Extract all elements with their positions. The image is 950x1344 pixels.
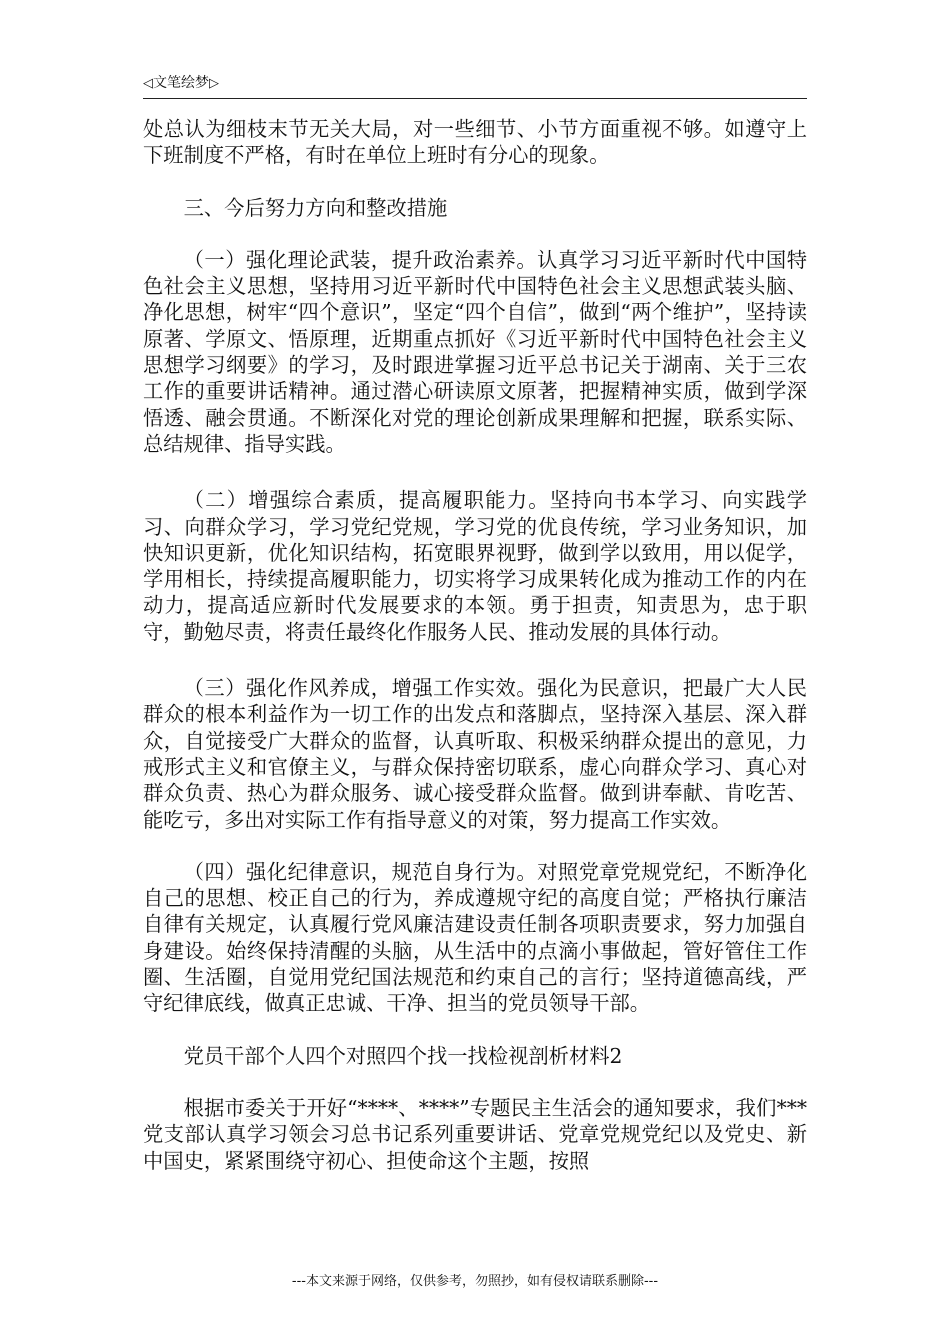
right-triangle-icon: ▷ <box>209 76 219 91</box>
document-subtitle: 党员干部个人四个对照四个找一找检视剖析材料2 <box>183 1043 623 1068</box>
page-header <box>143 72 807 99</box>
paragraph-continuation: 处总认为细枝末节无关大局，对一些细节、小节方面重视不够。如遵守上下班制度不严格，有时在单位上班时有分心的现象。 <box>143 117 807 168</box>
paragraph-item-1: （一）强化理论武装，提升政治素养。认真学习习近平新时代中国特色社会主义思想，坚持用习近平新时代中国特色社会主义思想武装头脑、净化思想，树牢“四个意识”，坚定“四个自信”，做到“两个维护”，坚持读原著、学原文、悟原理，近期重点抓好《习近平新时代中国特色社会主义思想学习纲要》的学习，及时跟进掌握习近平总书记关于湖南、关于三农工作的重要讲话精神。通过潜心研读原文原著，把握精神实质，做到学深悟透、融会贯通。不断深化对党的理论创新成果理解和把握，联系实际、总结规律、指导实践。 <box>143 247 807 456</box>
footer-notice: ---本文来源于网络，仅供参考，勿照抄，如有侵权请联系删除--- <box>291 1274 659 1289</box>
paragraph-item-4: （四）强化纪律意识，规范自身行为。对照党章党规党纪，不断净化自己的思想、校正自己的行为，养成遵规守纪的高度自觉；严格执行廉洁自律有关规定，认真履行党风廉洁建设责任制各项职责要求，努力加强自身建设。始终保持清醒的头脑，从生活中的点滴小事做起，管好管住工作圈、生活圈，自觉用党纪国法规范和约束自己的言行；坚持道德高线，严守纪律底线，做真正忠诚、干净、担当的党员领导干部。 <box>143 859 807 1016</box>
document-body <box>143 116 807 1174</box>
left-triangle-icon: ◁ <box>143 76 153 91</box>
paragraph-item-2: （二）增强综合素质，提高履职能力。坚持向书本学习、向实践学习、向群众学习，学习党纪党规，学习党的优良传统，学习业务知识，加快知识更新，优化知识结构，拓宽眼界视野，做到学以致用，用以促学，学用相长，持续提高履职能力，切实将学习成果转化成为推动工作的内在动力，提高适应新时代发展要求的本领。勇于担责，知责思为，忠于职守，勤勉尽责，将责任最终化作服务人民、推动发展的具体行动。 <box>143 488 807 644</box>
header-title: 文笔绘梦 <box>153 75 209 91</box>
section-heading: 三、今后努力方向和整改措施 <box>183 195 448 220</box>
paragraph-intro: 根据市委关于开好“****、****”专题民主生活会的通知要求，我们***党支部认真学习领会习总书记系列重要讲话、党章党规党纪以及党史、新中国史，紧紧围绕守初心、担使命这个主题，按照 <box>143 1095 807 1173</box>
paragraph-item-3: （三）强化作风养成，增强工作实效。强化为民意识，把最广大人民群众的根本利益作为一切工作的出发点和落脚点，坚持深入基层、深入群众，自觉接受广大群众的监督，认真听取、积极采纳群众提出的意见，力戒形式主义和官僚主义，与群众保持密切联系，虚心向群众学习、真心对群众负责、热心为群众服务、诚心接受群众监督。做到讲奉献、肯吃苦、能吃亏，多出对实际工作有指导意义的对策，努力提高工作实效。 <box>143 676 807 832</box>
